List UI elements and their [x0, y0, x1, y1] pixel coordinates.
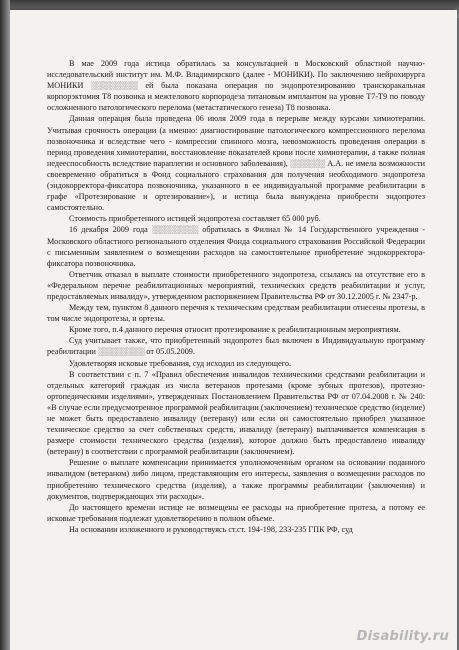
paragraph-9: Удовлетворяя исковые требования, суд исходил из следующего. [69, 358, 291, 368]
paragraph-7: Кроме того, п.4 данного перечня относит протезирование к реабилитационным мероприятиям. [69, 325, 401, 335]
paragraph-4: 16 декабря 2009 года ░░░░░░░░ обратилась в Филиал № 14 Государственного учреждения - Московского областного регионального отделения Фонда социального страхования Российской Федерации с письменным заявлением о возмещении расходов на самостоятельное приобретение эндокорректора-фиксатора позвоночника. [47, 225, 425, 268]
paragraph-12: До настоящего времени истице не возмещены ее расходы на приобретение протеза, а потому ее исковые требования подлежат удовлетворению в полном объеме. [47, 502, 425, 523]
paragraph-8: Суд учитывает также, что приобретенный эндопротез был включен в Индивидуальную программу реабилитации ░░░░░░░░ от 05.05.2009. [47, 336, 425, 357]
paragraph-5: Ответчик отказал в выплате стоимости приобретенного эндопротеза, ссылаясь на отсутствие его в «Федеральном перечне реабилитационных мероприятий, технических средств реабилитации и услуг, предоставляемых инвалиду», утвержденном распоряжением Правительства РФ от 30.12.2005 г. № 2347-р. [47, 269, 425, 301]
paragraph-10: В соответствии с п. 7 «Правил обеспечения инвалидов техническими средствами реабилитации и отдельных категорий граждан из числа ветеранов протезами (кроме зубных протезов), протезно-ортопедическими изделиями», утвержденных Постановлением Правительства РФ от 07.04.2008 г. № 240: «В случае если предусмотренное программой реабилитации (заключением) техническое средство (изделие) не может быть предоставлено инвалиду (ветерану) или если он самостоятельно приобрел указанное техническое средство за счет собственных средств, инвалиду (ветерану) выплачивается компенсация в размере стоимости технического средства (изделия), которое должно быть предоставлено инвалиду (ветерану) в соответствии с программой реабилитации (заключением). [47, 369, 425, 457]
paragraph-1: В мае 2009 года истица обратилась за консультацией в Московский областной научно-исследовательский институт им. М.Ф. Владимирского (далее - МОНИКИ). По заключению нейрохирурга МОНИКИ ░░░░░░░░ ей была показана операция по эндопротезированию транскоракальная корпорэктомия Т8 позвонка и межтелового корпородеза титановым имплантом на уровне Т7-Т9 по поводу осложненного патологического перелома (метастатического генеза) Т8 позвонка. [47, 59, 425, 113]
paragraph-3: Стоимость приобретенного истицей эндопротеза составляет 65 000 руб. [69, 214, 321, 224]
scan-shadow-left [0, 0, 10, 650]
paragraph-2: Данная операция была проведена 06 июля 2009 года в перерыве между курсами химиотерапии. Учитывая срочность операции (а именно: диагностирование патологического компрессионного перелома позвоночника и вследствие чего - компрессии спинного мозга, невозможность проведения операции в период проведения химиотерапии, восстановление показателей крови после химиотерапии, а также полная недееспособность вследствие параплегии и основного заболевания), ░░░░░░ А.А. не имела возможности своевременно обратиться в Фонд социального страхования для получения необходимого эндопротеза (эндокорректора-фиксатора позвоночника, указанного в ее индивидуальной программе реабилитации в графе «Протезирование и ортезирование»), и истица была вынуждена приобрести эндопротез самостоятельно. [47, 114, 425, 213]
paragraph-13: На основании изложенного и руководствуясь ст.ст. 194-198, 233-235 ГПК РФ, суд [69, 524, 353, 534]
paragraph-11: Решение о выплате компенсации принимается уполномоченным органом на основании поданного инвалидом (ветераном) либо лицом, представляющим его интересы, заявления о возмещении расходов по приобретению технического средства (изделия), а также программы реабилитации (заключения) и документов, подтверждающих эти расходы». [47, 458, 425, 501]
watermark-logo: Disability.ru [356, 629, 449, 644]
document-body [47, 58, 425, 535]
document-page [10, 10, 457, 650]
paragraph-6: Между тем, пунктом 8 данного перечня к техническим средствам реабилитации отнесены протезы, в том числе эндопротезы, и ортезы. [47, 303, 425, 324]
